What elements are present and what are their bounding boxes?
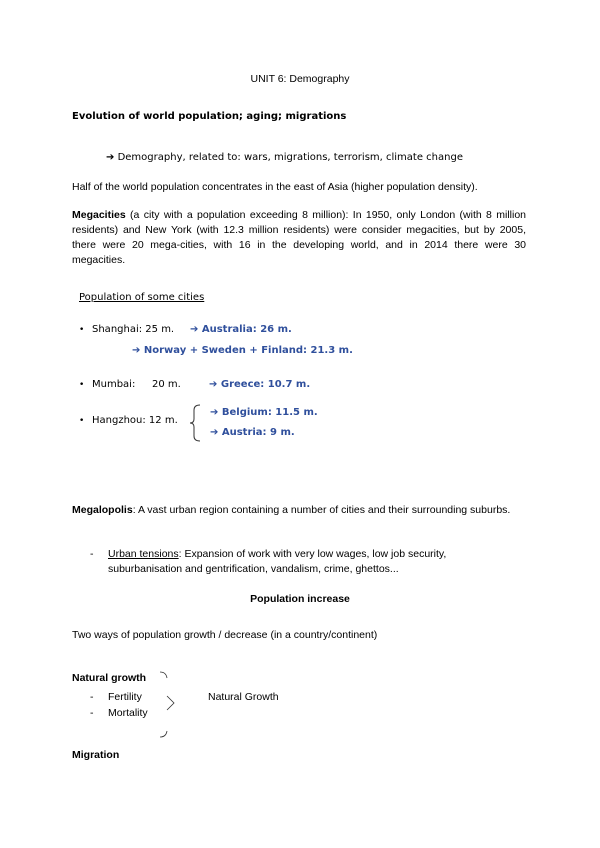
hangzhou-comparison-1: ➔ Belgium: 11.5 m.	[210, 407, 318, 418]
population-increase-heading: Population increase	[250, 593, 350, 605]
urban-tensions-item	[108, 547, 528, 577]
list-dash: -	[90, 707, 94, 719]
bullet-icon: •	[79, 416, 85, 426]
shanghai-comparison-2: ➔ Norway + Sweden + Finland: 21.3 m.	[132, 345, 353, 356]
demography-line	[106, 150, 463, 165]
city-mumbai-value: 20 m.	[152, 379, 181, 390]
megacities-paragraph	[72, 208, 526, 268]
bracket-top-icon	[158, 670, 170, 680]
urban-tensions-line1: : Expansion of work with very low wages, low job security,	[178, 548, 447, 560]
bracket-bottom-icon	[158, 730, 170, 740]
bullet-icon: •	[79, 325, 85, 335]
megalopolis-paragraph	[72, 503, 526, 518]
urban-tensions-term: Urban tensions	[108, 548, 179, 560]
section-heading: Evolution of world population; aging; migrations	[72, 111, 347, 122]
list-dash: -	[90, 548, 94, 560]
city-hangzhou: Hangzhou: 12 m.	[92, 415, 178, 426]
bracket-mid-icon	[164, 694, 178, 714]
megalopolis-term: Megalopolis	[72, 504, 133, 516]
mumbai-comparison: ➔ Greece: 10.7 m.	[209, 379, 311, 390]
megacities-term: Megacities	[72, 209, 126, 221]
urban-tensions-line2: suburbanisation and gentrification, vandalism, crime, ghettos...	[108, 563, 399, 575]
fertility-item: Fertility	[108, 691, 142, 703]
migration-heading: Migration	[72, 749, 120, 761]
curly-brace-icon	[188, 404, 204, 442]
arrow-icon: ➔	[106, 152, 115, 163]
two-ways-line: Two ways of population growth / decrease (in a country/continent)	[72, 629, 378, 641]
list-dash: -	[90, 691, 94, 703]
half-population-paragraph: Half of the world population concentrates in the east of Asia (higher population density).	[72, 181, 478, 193]
bullet-icon: •	[79, 380, 85, 390]
cities-heading: Population of some cities	[79, 292, 205, 303]
city-mumbai: Mumbai:	[92, 379, 136, 390]
megalopolis-text: : A vast urban region containing a number of cities and their surrounding suburbs.	[132, 504, 511, 516]
natural-growth-label: Natural Growth	[208, 691, 279, 703]
city-shanghai: Shanghai: 25 m.	[92, 324, 175, 335]
demography-text: Demography, related to: wars, migrations, terrorism, climate change	[117, 152, 463, 163]
megacities-text: (a city with a population exceeding 8 million): In 1950, only London (with 8 million residents) and New York (with 12.3 million residents) were consider megacities, but by 2005, there were 20 mega-cities, with 16 in the developing world, and in 2014 there were 30 megacities.	[72, 209, 526, 266]
natural-growth-heading: Natural growth	[72, 672, 147, 684]
mortality-item: Mortality	[108, 707, 148, 719]
shanghai-comparison-1: ➔ Australia: 26 m.	[190, 324, 292, 335]
page-title: UNIT 6: Demography	[250, 73, 350, 85]
hangzhou-comparison-2: ➔ Austria: 9 m.	[210, 427, 295, 438]
